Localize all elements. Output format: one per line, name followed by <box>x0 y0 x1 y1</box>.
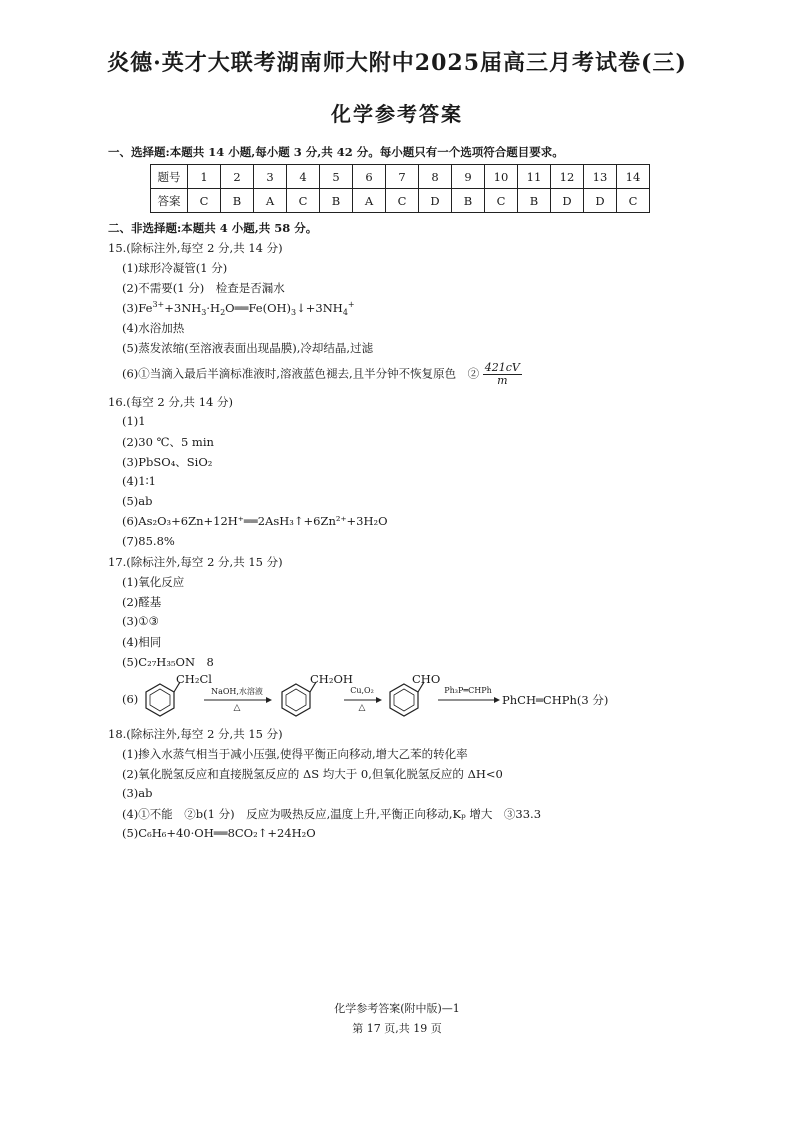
q17-answer-4: (4)相同 <box>122 635 162 649</box>
table-cell: B <box>320 189 353 213</box>
table-cell: 4 <box>287 165 320 189</box>
answer-table <box>150 164 650 213</box>
q18-answer-3: (3)ab <box>122 786 153 800</box>
benzene-ring-3 <box>384 680 424 720</box>
heat-symbol-1: △ <box>233 703 241 713</box>
table-cell: 9 <box>452 165 485 189</box>
q15-answer-4: (4)水浴加热 <box>122 321 185 335</box>
table-cell: B <box>452 189 485 213</box>
q16-answer-6: (6)As₂O₃+6Zn+12H⁺══2AsH₃↑+6Zn²⁺+3H₂O <box>122 514 388 528</box>
table-cell: A <box>254 189 287 213</box>
table-cell: 2 <box>221 165 254 189</box>
page-number: 第 17 页,共 19 页 <box>352 1022 442 1035</box>
table-row-answers <box>151 189 650 213</box>
q16-answer-3: (3)PbSO₄、SiO₂ <box>122 455 213 469</box>
table-cell: 8 <box>419 165 452 189</box>
q16-answer-7: (7)85.8% <box>122 534 175 548</box>
table-cell: 13 <box>584 165 617 189</box>
q15-answer-2: (2)不需要(1 分) 检查是否漏水 <box>122 281 285 295</box>
table-cell: C <box>617 189 650 213</box>
table-header-number: 题号 <box>151 165 188 189</box>
table-cell: 5 <box>320 165 353 189</box>
document-title: 炎德·英才大联考湖南师大附中2025届高三月考试卷(三) <box>107 50 687 76</box>
table-cell: C <box>287 189 320 213</box>
table-cell: D <box>551 189 584 213</box>
q18-answer-4: (4)①不能 ②b(1 分) 反应为吸热反应,温度上升,平衡正向移动,Kₚ 增大 ③33.3 <box>122 807 542 821</box>
table-cell: C <box>386 189 419 213</box>
table-cell: 7 <box>386 165 419 189</box>
table-cell: B <box>221 189 254 213</box>
q17-answer-6-label: (6) <box>122 692 139 706</box>
q15-answer-3: $(3)Fe^{3+}+3NH_3\cdot H_2O══Fe(OH)_3↓+3NH_4^+$ <box>122 300 355 318</box>
benzene-ring-2 <box>276 680 316 720</box>
table-cell: A <box>353 189 386 213</box>
q17-answer-3: (3)①③ <box>122 614 159 628</box>
q15-answer-6: (6)①当滴入最后半滴标准液时,溶液蓝色褪去,且半分钟不恢复原色 ② $\frac{421cV}{m}$ <box>122 361 520 387</box>
table-cell: 6 <box>353 165 386 189</box>
table-row-numbers <box>151 165 650 189</box>
table-cell: 3 <box>254 165 287 189</box>
table-header-answer: 答案 <box>151 189 188 213</box>
table-cell: C <box>485 189 518 213</box>
footer-label: 化学参考答案(附中版)—1 <box>334 1002 460 1015</box>
q17-answer-1: (1)氧化反应 <box>122 575 185 589</box>
reaction-condition-2: Cu,O₂ <box>350 686 374 695</box>
q15-heading: 15.(除标注外,每空 2 分,共 14 分) <box>108 241 283 255</box>
reaction-condition-3: Ph₃P═CHPh <box>444 686 492 695</box>
q18-answer-1: (1)掺入水蒸气相当于减小压强,使得平衡正向移动,增大乙苯的转化率 <box>122 747 468 761</box>
section2-heading: 二、非选择题:本题共 4 小题,共 58 分。 <box>108 221 318 235</box>
table-cell: 10 <box>485 165 518 189</box>
table-cell: B <box>518 189 551 213</box>
q15-answer-5: (5)蒸发浓缩(至溶液表面出现晶膜),冷却结晶,过滤 <box>122 341 374 355</box>
q17-answer-5: (5)C₂₇H₃₅ON 8 <box>122 655 214 669</box>
q18-heading: 18.(除标注外,每空 2 分,共 15 分) <box>108 727 283 741</box>
reaction-condition-1: NaOH,水溶液 <box>211 687 263 696</box>
heat-symbol-2: △ <box>358 703 366 713</box>
fraction: $\frac{421cV}{m}$ <box>484 361 520 387</box>
q16-heading: 16.(每空 2 分,共 14 分) <box>108 395 233 409</box>
table-cell: 11 <box>518 165 551 189</box>
q16-answer-1: (1)1 <box>122 414 146 428</box>
table-cell: 14 <box>617 165 650 189</box>
table-cell: D <box>584 189 617 213</box>
q18-answer-2: (2)氧化脱氢反应和直接脱氢反应的 ΔS 均大于 0,但氧化脱氢反应的 ΔH<0 <box>122 767 503 781</box>
q16-answer-4: (4)1∶1 <box>122 474 156 488</box>
q18-answer-5: (5)C₆H₆+40·OH══8CO₂↑+24H₂O <box>122 826 316 840</box>
benzene-ring-1 <box>140 680 180 720</box>
q15-answer-1: (1)球形冷凝管(1 分) <box>122 261 228 275</box>
q17-heading: 17.(除标注外,每空 2 分,共 15 分) <box>108 555 283 569</box>
final-product: PhCH═CHPh(3 分) <box>502 693 609 707</box>
q17-answer-2: (2)醛基 <box>122 595 162 609</box>
document-subtitle: 化学参考答案 <box>331 102 463 126</box>
substituent-cho: CHO <box>412 672 441 686</box>
substituent-ch2cl: CH₂Cl <box>176 672 212 686</box>
q16-answer-5: (5)ab <box>122 494 153 508</box>
table-cell: 1 <box>188 165 221 189</box>
table-cell: C <box>188 189 221 213</box>
table-cell: 12 <box>551 165 584 189</box>
section1-heading: 一、选择题:本题共 14 小题,每小题 3 分,共 42 分。每小题只有一个选项符合题目要求。 <box>108 145 564 159</box>
table-cell: D <box>419 189 452 213</box>
q16-answer-2: (2)30 ℃、5 min <box>122 435 214 449</box>
reaction-arrow-3 <box>438 696 500 704</box>
substituent-ch2oh: CH₂OH <box>310 672 353 686</box>
